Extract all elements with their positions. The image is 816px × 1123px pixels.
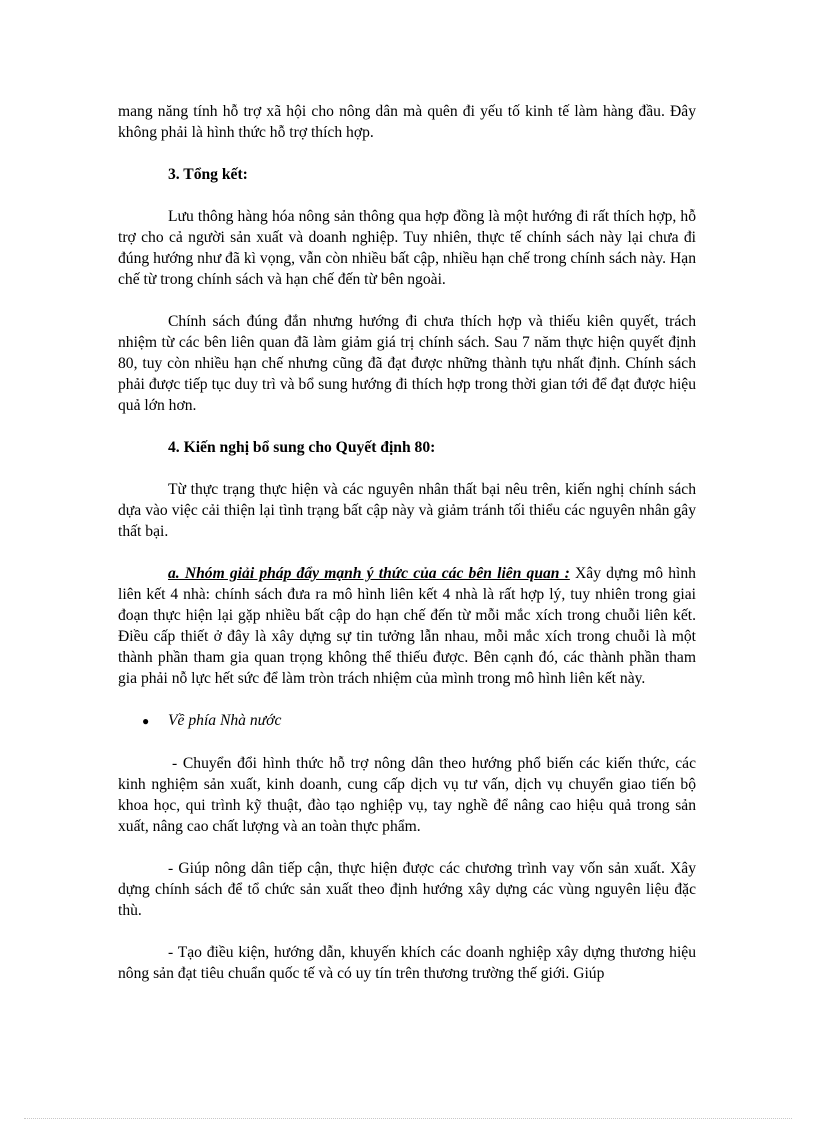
bullet-item-state — [118, 710, 696, 732]
paragraph-group-a — [118, 563, 696, 689]
paragraph-dash-1: - Chuyển đổi hình thức hỗ trợ nông dân theo hướng phổ biến các kiến thức, các kinh nghiệm sản xuất, kinh doanh, cung cấp dịch vụ tư vấn, dịch vụ chuyển giao tiến bộ khoa học, qui trình kỹ thuật, đào tạo nghiệp vụ, tay nghề để nâng cao hiệu quả trong sản xuất, nâng cao chất lượng và an toàn thực phẩm. — [118, 755, 696, 835]
paragraph-summary-1: Lưu thông hàng hóa nông sản thông qua hợp đồng là một hướng đi rất thích hợp, hỗ trợ cho cả người sản xuất và doanh nghiệp. Tuy nhiên, thực tế chính sách này lại chưa đi đúng hướng như đã kì vọng, vẫn còn nhiều bất cập, nhiều hạn chế trong chính sách này. Hạn chế từ trong chính sách và hạn chế đến từ bên ngoài. — [118, 208, 696, 288]
group-a-body: Xây dựng mô hình liên kết 4 nhà: chính sách đưa ra mô hình liên kết 4 nhà là rất hợp lý, tuy nhiên trong giai đoạn thực hiện lại gặp nhiều bất cập do hạn chế đến từ mỗi mắc xích trong chuỗi liên kết. Điều cấp thiết ở đây là xây dựng sự tin tưởng lẫn nhau, mỗi mắc xích trong chuỗi là một thành phần tham gia quan trọng không thể thiếu được. Bên cạnh đó, các thành phần tham gia phải nỗ lực hết sức để làm tròn trách nhiệm của mình trong mô hình liên kết này. — [118, 565, 696, 687]
bullet-label: Về phía Nhà nước — [168, 712, 282, 729]
paragraph-summary-2: Chính sách đúng đắn nhưng hướng đi chưa thích hợp và thiếu kiên quyết, trách nhiệm từ các bên liên quan đã làm giảm giá trị chính sách. Sau 7 năm thực hiện quyết định 80, tuy còn nhiều hạn chế nhưng cũng đã đạt được những thành tựu nhất định. Chính sách phải được tiếp tục duy trì và bổ sung hướng đi thích hợp trong thời gian tới để đạt được hiệu quả lớn hơn. — [118, 313, 696, 414]
group-a-title: a. Nhóm giải pháp đẩy mạnh ý thức của các bên liên quan : — [168, 565, 570, 582]
paragraph-dash-3: - Tạo điều kiện, hướng dẫn, khuyến khích các doanh nghiệp xây dựng thương hiệu nông sản đạt tiêu chuẩn quốc tế và có uy tín trên thương trường thế giới. Giúp — [118, 944, 696, 982]
heading-summary: 3. Tổng kết: — [168, 166, 248, 183]
paragraph-intro: mang năng tính hỗ trợ xã hội cho nông dân mà quên đi yếu tố kinh tế làm hàng đầu. Đây không phải là hình thức hỗ trợ thích hợp. — [118, 103, 696, 141]
bullet-icon: ● — [142, 714, 150, 728]
page-bottom-rule — [24, 1118, 792, 1119]
document-page — [118, 101, 696, 984]
heading-recommendations: 4. Kiến nghị bổ sung cho Quyết định 80: — [168, 439, 436, 456]
paragraph-dash-2: - Giúp nông dân tiếp cận, thực hiện được các chương trình vay vốn sản xuất. Xây dựng chính sách để tổ chức sản xuất theo định hướng xây dựng các vùng nguyên liệu đặc thù. — [118, 860, 696, 919]
paragraph-recommendations: Từ thực trạng thực hiện và các nguyên nhân thất bại nêu trên, kiến nghị chính sách dựa vào việc cải thiện lại tình trạng bất cập này và giảm tránh tối thiểu các nguyên nhân gây thất bại. — [118, 481, 696, 540]
